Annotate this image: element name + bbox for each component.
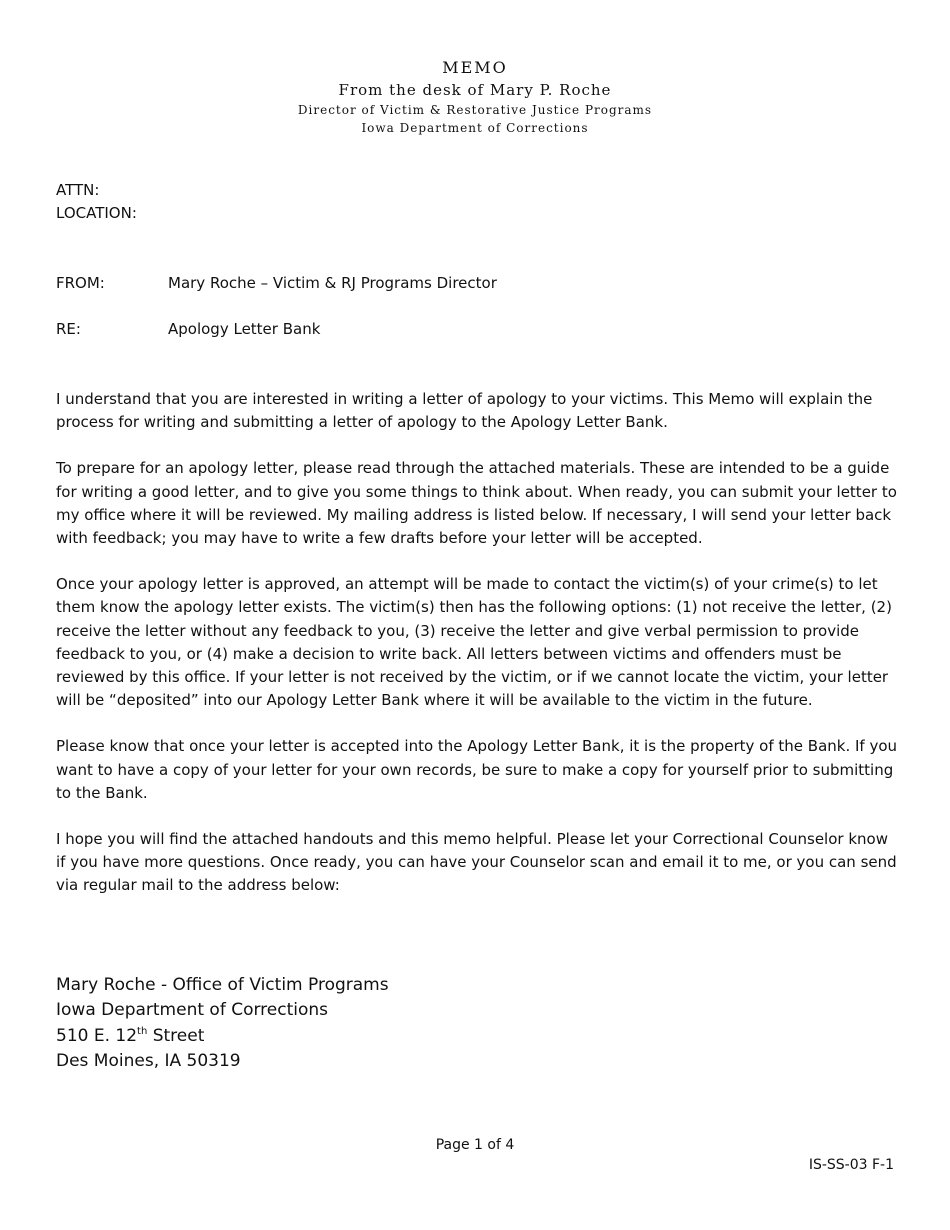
attn-label: ATTN: [56, 181, 100, 199]
memo-title: MEMO [442, 58, 508, 77]
street-name: Street [147, 1025, 205, 1046]
address-line-city: Des Moines, IA 50319 [56, 1050, 241, 1071]
paragraph-closing: I hope you will find the attached handouts and this memo helpful. Please let your Correctional Counselor know if you have more questions. Once ready, you can have your Counselor scan and email it to me, or you can send via regular mail to the address below: [56, 830, 897, 895]
mailing-address [56, 973, 389, 1074]
from-field [56, 272, 497, 294]
from-label: FROM: [56, 274, 105, 292]
address-line-department: Iowa Department of Corrections [56, 1000, 329, 1021]
re-label: RE: [56, 320, 81, 338]
paragraph-approval: Once your apology letter is approved, an attempt will be made to contact the victim(s) of your crime(s) to let them know the apology letter exists. The victim(s) then has the following options: (1) not receive the letter, (2) receive the letter without any feedback to you, (3) receive the letter and give verbal permission to provide feedback to you, or (4) make a decision to write back. All letters between victims and offenders must be reviewed by this office. If your letter is not received by the victim, or if we cannot locate the victim, your letter will be “deposited” into our Apology Letter Bank where it will be available to the victim in the future. [56, 575, 892, 710]
street-ordinal-suffix: th [137, 1025, 148, 1037]
paragraph-property: Please know that once your letter is accepted into the Apology Letter Bank, it is the property of the Bank. If you want to have a copy of your letter for your own records, be sure to make a copy for yourself prior to submitting to the Bank. [56, 737, 898, 802]
from-desk-line: From the desk of Mary P. Roche [338, 81, 612, 99]
form-code: IS-SS-03 F-1 [808, 1157, 894, 1173]
address-line-street [56, 1024, 389, 1049]
from-value: Mary Roche – Victim & RJ Programs Director [168, 274, 497, 292]
recipient-block [56, 179, 137, 225]
location-label: LOCATION: [56, 204, 137, 222]
director-title: Director of Victim & Restorative Justice Programs [297, 103, 653, 117]
re-value: Apology Letter Bank [168, 320, 321, 338]
memo-header [0, 57, 950, 137]
paragraph-intro: I understand that you are interested in writing a letter of apology to your victims. This Memo will explain the process for writing and submitting a letter of apology to the Apology Letter Bank. [56, 390, 873, 432]
memo-body [56, 388, 898, 921]
department-name: Iowa Department of Corrections [361, 121, 589, 135]
paragraph-prepare: To prepare for an apology letter, please read through the attached materials. These are intended to be a guide for writing a good letter, and to give you some things to think about. When ready, you can submit your letter to my office where it will be reviewed. My mailing address is listed below. If necessary, I will send your letter back with feedback; you may have to write a few drafts before your letter will be accepted. [56, 459, 897, 548]
page-number: Page 1 of 4 [435, 1137, 515, 1153]
address-line-office: Mary Roche - Office of Victim Programs [56, 975, 389, 995]
street-number: 510 E. 12 [56, 1025, 138, 1046]
re-field [56, 318, 320, 340]
